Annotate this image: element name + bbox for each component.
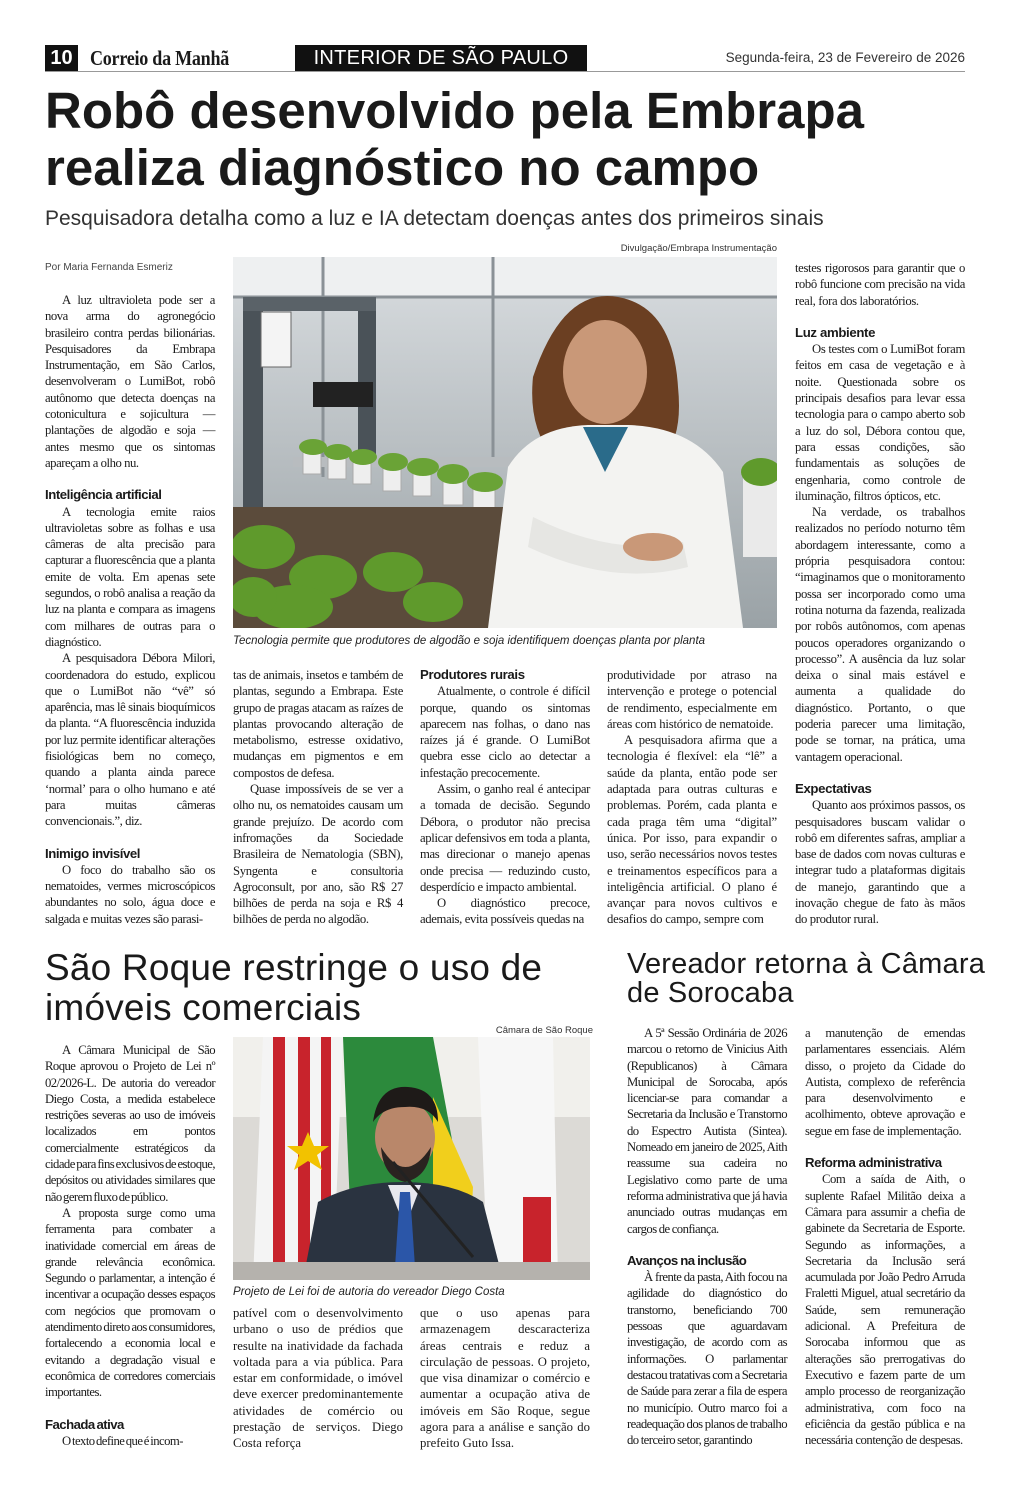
body-paragraph: Quanto aos próximos passos, os pesquisadores buscam validar o robô em diferentes safras, ampliar a base de dados com novas culturas e integrar tudo a plataformas digitais de manejo, garantindo que a inovação chegue de fato às mãos do produtor rural. <box>795 798 965 927</box>
body-paragraph: Quase impossíveis de se ver a olho nu, os nematoides causam um grande prejuízo. De acordo com infromações da Sociedade Brasileira de Nematologia (SBN), Syngenta e consultoria Agroconsult, por ano, são R$ 27 bilhões de perda na soja e R$ 4 bilhões de perda no algodão. <box>233 782 403 927</box>
section-subheading: Reforma administrativa <box>805 1155 942 1171</box>
section-banner: INTERIOR DE SÃO PAULO <box>295 45 587 71</box>
article3-headline: Vereador retorna à Câmara de Sorocaba <box>627 948 986 1009</box>
body-paragraph: Com a saída de Aith, o suplente Rafael Militão deixa a Câmara para assumir a chefia de gabinete da Secretaria de Esporte. Segundo as informações, a Secretaria da Inclusão será acumulada por João Pedro Arruda Fraletti Miguel, atual secretário da Saúde, sem remuneração adicional. A Prefeitura de Sorocaba informou que as alterações são prerrogativas do Executivo e fazem parte de um amplo processo de reorganização administrativa, com foco na eficiência da gestão pública e na necessária contenção de despesas. <box>805 1172 965 1448</box>
article2-column-2 <box>233 1305 403 1452</box>
section-subheading: Inimigo invisível <box>45 845 140 861</box>
body-paragraph: A pesquisadora afirma que a tecnologia é flexível: ela “lê” a saúde da planta, então pode ser adaptada para outras culturas e problemas. Porém, cada planta e cada praga têm uma “digital” única. Por isso, para expandir o uso, serão necessários novos testes e treinamentos específicos para a inteligência artificial. O plano é avançar para novos cultivos e desafios do campo, sempre com <box>607 733 777 927</box>
issue-date: Segunda-feira, 23 de Fevereiro de 2026 <box>725 50 965 65</box>
article2-headline: São Roque restringe o uso de imóveis comerciais <box>45 947 543 1028</box>
header-divider <box>45 71 965 72</box>
body-paragraph: A Câmara Municipal de São Roque aprovou o Projeto de Lei nº 02/2026-L. De autoria do vereador Diego Costa, a medida estabelece restrições severas ao uso de imóveis localizados em pontos comercialmente estratégicos da cidade para fins exclusivos de estoque, depósitos ou atividades similares que não gerem fluxo de público. <box>45 1043 215 1204</box>
article2-photo-caption: Projeto de Lei foi de autoria do vereador Diego Costa <box>233 1286 505 1298</box>
body-paragraph: que o uso apenas para armazenagem descaracteriza áreas centrais e reduz a circulação de pessoas. O projeto, que visa dinamizar o comércio e aumentar a ocupação ativa de imóveis em São Roque, segue agora para a análise e sanção do prefeito Guto Issa. <box>420 1306 590 1451</box>
article2-column-1 <box>45 1042 215 1449</box>
body-paragraph: A pesquisadora Débora Milori, coordenadora do estudo, explicou que o LumiBot não “vê” só aparência, mas lê sinais bioquímicos da planta. “A fluorescência induzida por luz permite identificar alterações fisiológicas bem no começo, quando a planta ainda parece ‘normal’ para o olho humano e até para muitas câmeras convencionais.”, diz. <box>45 651 215 829</box>
body-paragraph: O texto define que é incom- <box>62 1433 183 1448</box>
article1-headline: Robô desenvolvido pela Embrapa realiza diagnóstico no campo <box>45 82 865 196</box>
article1-photo-credit: Divulgação/Embrapa Instrumentação <box>620 243 777 254</box>
body-paragraph: testes rigorosos para garantir que o robô funcione com precisão na vida real, fora dos laboratórios. <box>795 261 965 308</box>
body-paragraph: Assim, o ganho real é antecipar a tomada de decisão. Segundo Débora, o produtor não precisa aplicar defensivos em toda a planta, mas direcionar o manejo apenas onde precisa — reduzindo custo, desperdício e impacto ambiental. <box>420 782 590 894</box>
article3-column-2 <box>805 1025 965 1448</box>
body-paragraph: Atualmente, o controle é difícil porque, quando os sintomas aparecem nas folhas, o dano nas raízes já é grande. O LumiBot quebra esse ciclo ao detectar a infestação precocemente. <box>420 684 590 780</box>
article3-column-1 <box>627 1025 787 1448</box>
article2-photo <box>233 1037 590 1280</box>
article1-column-2 <box>233 667 403 928</box>
body-paragraph: A tecnologia emite raios ultravioletas sobre as folhas e usa câmeras de alta precisão para capturar a fluorescência que a planta emite de volta. Em apenas sete segundos, o robô analisa a reação da luz na planta e compara as imagens com milhares de outras para o diagnóstico. <box>45 504 215 649</box>
body-paragraph: Na verdade, os trabalhos realizados no período noturno têm abordagem interessante, como a própria pesquisadora contou: “imaginamos que o monitoramento possa ser incorporado como uma rotina noturna da fazenda, realizada por robôs autônomos, com apenas poucos operadores organizando o processo”. A ausência da luz solar deixa o sinal mais estável e aumenta a qualidade do diagnóstico. Portanto, o que poderia parecer uma limitação, pode se tornar, na prática, uma vantagem operacional. <box>795 505 965 764</box>
section-subheading: Inteligência artificial <box>45 487 162 503</box>
body-paragraph: A proposta surge como uma ferramenta para combater a inatividade comercial em áreas de grande relevância econômica. Segundo o parlamentar, a intenção é incentivar a ocupação desses espaços com negócios que promovam o atendimento direto aos consumidores, fortalecendo a economia local e evitando a degradação visual e econômica de corredores comerciais importantes. <box>45 1205 215 1400</box>
article1-column-1 <box>45 292 215 927</box>
body-paragraph: O diagnóstico precoce, ademais, evita possíveis quedas na <box>420 896 590 927</box>
article1-byline: Por Maria Fernanda Esmeriz <box>45 262 173 273</box>
article1-photo-caption: Tecnologia permite que produtores de algodão e soja identifiquem doenças planta por planta <box>233 635 706 647</box>
greenhouse-researcher-image <box>233 257 777 628</box>
page-number: 10 <box>45 45 78 71</box>
article1-column-3 <box>420 667 590 928</box>
section-subheading: Produtores rurais <box>420 667 525 682</box>
body-paragraph: patível com o desenvolvimento urbano o uso de prédios que resulte na inatividade da fachada voltada para a via pública. Para estar em conformidade, o imóvel deve exercer predominantemente atividades de comércio ou prestação de serviços. Diego Costa reforça <box>233 1306 403 1451</box>
section-subheading: Fachada ativa <box>45 1416 124 1432</box>
body-paragraph: a manutenção de emendas parlamentares essenciais. Além disso, o projeto da Cidade do Autista, complexo de referência para desenvolvimento e acolhimento, obteve aprovação e segue em fase de implementação. <box>805 1026 965 1138</box>
councilman-speaking-image <box>233 1037 590 1280</box>
body-paragraph: produtividade por atraso na intervenção e protege o potencial de rendimento, especialmente em áreas com histórico de nematoide. <box>607 668 777 731</box>
article2-photo-credit: Câmara de São Roque <box>495 1025 593 1036</box>
article1-column-5 <box>795 260 965 928</box>
newspaper-name: Correio da Manhã <box>90 46 230 70</box>
section-subheading: Expectativas <box>795 780 872 796</box>
article1-photo <box>233 257 777 628</box>
body-paragraph: A luz ultravioleta pode ser a nova arma do agronegócio brasileiro contra perdas bilionárias. Pesquisadores da Embrapa Instrumentação, em São Carlos, desenvolveram o LumiBot, robô autônomo que detecta doenças na cotonicultura e sojicultura — plantações de algodão e soja — antes mesmo que os sintomas apareçam a olho nu. <box>45 293 215 470</box>
body-paragraph: Os testes com o LumiBot foram feitos em casa de vegetação e à noite. Questionada sobre os principais desafios para levar essa tecnologia para o campo aberto sob a luz do sol, Débora contou que, para essas condições, são fundamentais as soluções de engenharia, como controle de iluminação, filtros ópticos, etc. <box>795 342 965 503</box>
article1-subtitle: Pesquisadora detalha como a luz e IA detectam doenças antes dos primeiros sinais <box>45 207 824 230</box>
section-subheading: Avanços na inclusão <box>627 1252 747 1268</box>
body-paragraph: A 5ª Sessão Ordinária de 2026 marcou o retorno de Vinicius Aith (Republicanos) à Câmara Municipal de Sorocaba, após licenciar-se para comandar a Secretaria da Inclusão e Transtorno do Espectro Autista (Sintea). Nomeado em janeiro de 2025, Aith reassume sua cadeira no Legislativo como parte de uma reforma administrativa que já havia anunciado outras mudanças em cargos de confiança. <box>627 1026 787 1236</box>
section-subheading: Luz ambiente <box>795 324 876 340</box>
body-paragraph: tas de animais, insetos e também de plantas, segundo a Embrapa. Este grupo de pragas atacam as raízes de plantas provocando alteração de metabolismo, estresse oxidativo, mudanças em pigmentos e em compostos de defesa. <box>233 668 403 780</box>
body-paragraph: À frente da pasta, Aith focou na agilidade do diagnóstico do transtorno, beneficiando 700 pessoas que aguardavam investigação, de acordo com as informações. O parlamentar destacou tratativas com a Secretaria de Saúde para zerar a fila de espera no município. Outro marco foi a readequação dos planos de trabalho do terceiro setor, garantindo <box>627 1270 787 1448</box>
article1-column-4 <box>607 667 777 928</box>
body-paragraph: O foco do trabalho são os nematoides, vermes microscópicos abundantes no solo, água doce e salgada e muitas vezes são parasi- <box>45 862 215 926</box>
article2-column-3 <box>420 1305 590 1452</box>
